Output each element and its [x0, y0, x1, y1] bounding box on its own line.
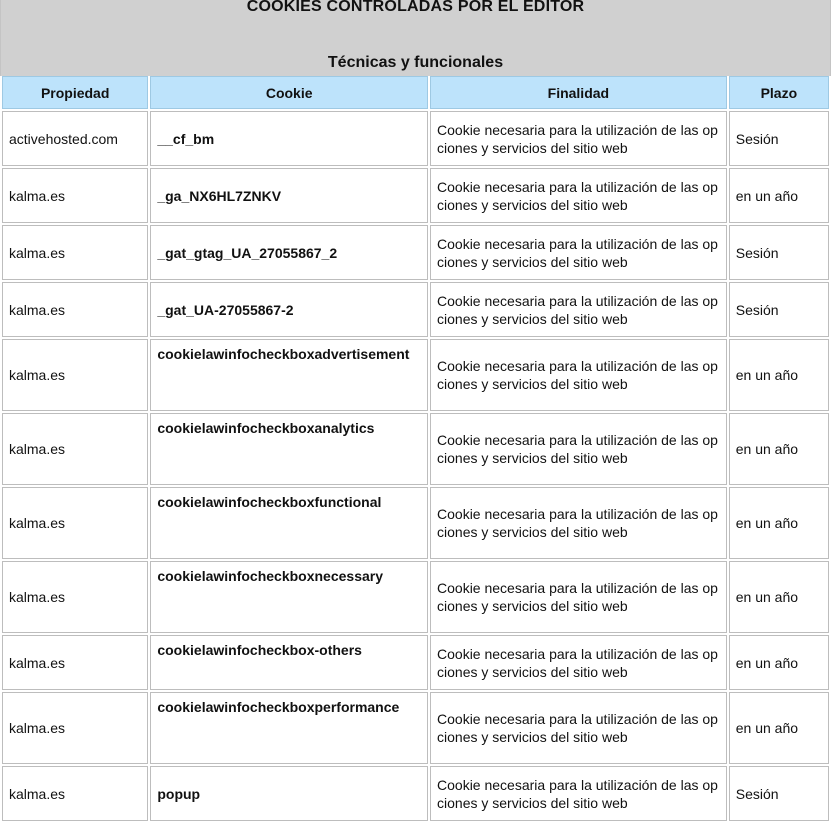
finalidad-cell: Cookie necesaria para la utilización de las opciones y servicios del sitio web — [430, 282, 727, 337]
table-row — [2, 168, 829, 223]
cookie-cell: cookielawinfocheckboxanalytics — [150, 413, 428, 485]
column-header-finalidad: Finalidad — [430, 76, 727, 109]
propiedad-cell: kalma.es — [2, 339, 148, 411]
table-row — [2, 561, 829, 633]
plazo-cell: Sesión — [729, 225, 829, 280]
table-row — [2, 766, 829, 821]
cookie-cell: __cf_bm — [150, 111, 428, 166]
plazo-cell: en un año — [729, 339, 829, 411]
table-row — [2, 282, 829, 337]
column-header-plazo: Plazo — [729, 76, 829, 109]
column-header-propiedad: Propiedad — [2, 76, 148, 109]
table-row — [2, 692, 829, 764]
cookie-cell: popup — [150, 766, 428, 821]
finalidad-cell: Cookie necesaria para la utilización de las opciones y servicios del sitio web — [430, 413, 727, 485]
table-row — [2, 225, 829, 280]
propiedad-cell: kalma.es — [2, 282, 148, 337]
plazo-cell: en un año — [729, 561, 829, 633]
plazo-cell: Sesión — [729, 111, 829, 166]
finalidad-cell: Cookie necesaria para la utilización de las opciones y servicios del sitio web — [430, 561, 727, 633]
propiedad-cell: kalma.es — [2, 413, 148, 485]
finalidad-cell: Cookie necesaria para la utilización de las opciones y servicios del sitio web — [430, 766, 727, 821]
plazo-cell: Sesión — [729, 766, 829, 821]
column-header-cookie: Cookie — [150, 76, 428, 109]
finalidad-cell: Cookie necesaria para la utilización de las opciones y servicios del sitio web — [430, 487, 727, 559]
page-title: COOKIES CONTROLADAS POR EL EDITOR — [246, 0, 585, 15]
finalidad-cell: Cookie necesaria para la utilización de las opciones y servicios del sitio web — [430, 225, 727, 280]
finalidad-cell: Cookie necesaria para la utilización de las opciones y servicios del sitio web — [430, 635, 727, 690]
table-header-row — [2, 76, 829, 109]
finalidad-cell: Cookie necesaria para la utilización de las opciones y servicios del sitio web — [430, 168, 727, 223]
propiedad-cell: kalma.es — [2, 692, 148, 764]
cookie-cell: cookielawinfocheckboxfunctional — [150, 487, 428, 559]
plazo-cell: en un año — [729, 168, 829, 223]
propiedad-cell: kalma.es — [2, 487, 148, 559]
cookie-cell: _gat_UA-27055867-2 — [150, 282, 428, 337]
cookie-cell: cookielawinfocheckboxperformance — [150, 692, 428, 764]
cookies-table — [0, 74, 831, 823]
finalidad-cell: Cookie necesaria para la utilización de las opciones y servicios del sitio web — [430, 692, 727, 764]
table-row — [2, 487, 829, 559]
propiedad-cell: kalma.es — [2, 561, 148, 633]
plazo-cell: en un año — [729, 413, 829, 485]
table-row — [2, 339, 829, 411]
table-row — [2, 413, 829, 485]
propiedad-cell: kalma.es — [2, 225, 148, 280]
finalidad-cell: Cookie necesaria para la utilización de las opciones y servicios del sitio web — [430, 111, 727, 166]
table-row — [2, 111, 829, 166]
plazo-cell: en un año — [729, 635, 829, 690]
plazo-cell: en un año — [729, 487, 829, 559]
propiedad-cell: activehosted.com — [2, 111, 148, 166]
cookie-cell: cookielawinfocheckbox-others — [150, 635, 428, 690]
cookie-cell: cookielawinfocheckboxadvertisement — [150, 339, 428, 411]
propiedad-cell: kalma.es — [2, 635, 148, 690]
propiedad-cell: kalma.es — [2, 168, 148, 223]
cookie-cell: cookielawinfocheckboxnecessary — [150, 561, 428, 633]
table-subtitle: Técnicas y funcionales — [327, 54, 504, 71]
table-row — [2, 635, 829, 690]
cookie-cell: _ga_NX6HL7ZNKV — [150, 168, 428, 223]
plazo-cell: en un año — [729, 692, 829, 764]
finalidad-cell: Cookie necesaria para la utilización de las opciones y servicios del sitio web — [430, 339, 727, 411]
propiedad-cell: kalma.es — [2, 766, 148, 821]
section-header — [0, 0, 831, 76]
cookie-cell: _gat_gtag_UA_27055867_2 — [150, 225, 428, 280]
plazo-cell: Sesión — [729, 282, 829, 337]
